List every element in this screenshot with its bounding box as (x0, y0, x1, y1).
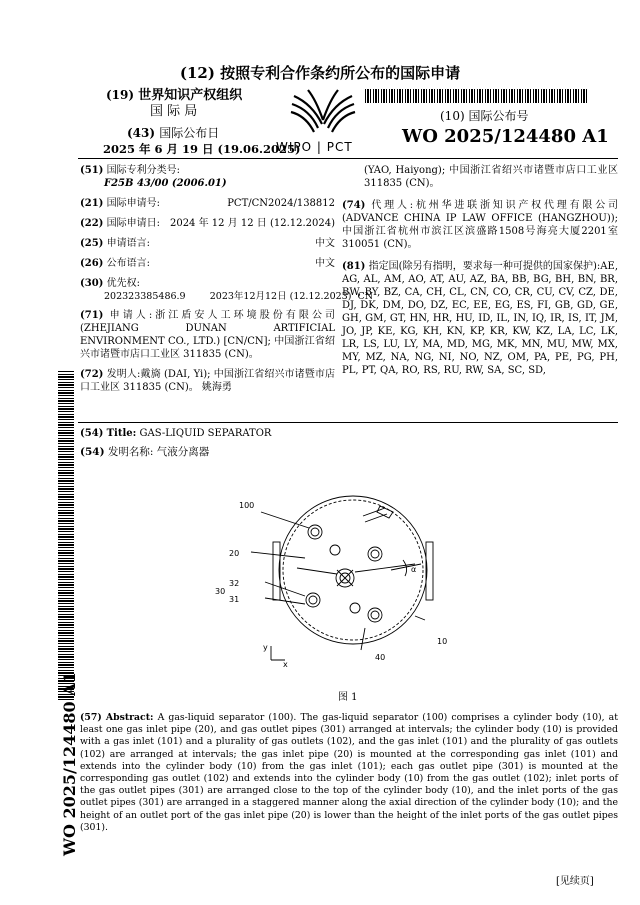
title-en: (54) Title: GAS-LIQUID SEPARATOR (80, 428, 272, 439)
label-20: 20 (229, 549, 240, 558)
label-30: 30 (215, 587, 226, 596)
label-100: 100 (239, 501, 255, 510)
title-zh: (54) 发明名称: 气液分离器 (80, 446, 210, 458)
field-81: (81) 指定国(除另有指明，要求每一种可提供的国家保护):AE, AG, AL, AM, AO, AT, AU, AZ, BA, BB, BG, BH, BN, BR, BW, BY, BZ, CA, CH, CL, CN, CO, CR, CU, CV, CZ, DE, DJ, DK, DM, DO, DZ, EC, EE, EG, ES, FI, GB, GD, GE, GH, GM, GT, HN, HR, HU, ID, IL, IN, IQ, IR, IS, IT, JM, JO, JP, KE, KG, KH, KN, KP, KR, KW, KZ, LA, LC, LK, LR, LS, LU, LY, MA, MD, MG, MK, MN, MU, MW, MX, MY, MZ, NA, NG, NI, NO, NZ, OM, PA, PE, PG, PH, PL, PT, QA, RO, RS, RU, RW, SA, SC, SD, (342, 261, 618, 376)
label-40: 40 (375, 653, 386, 662)
field-51: (51) 国际专利分类号: F25B 43/00 (2006.01) (80, 165, 227, 189)
separator-drawing (215, 490, 465, 670)
header-rule (78, 158, 618, 159)
field-74: (74) 代理人:杭州华进联浙知识产权代理有限公司 (ADVANCE CHINA IP LAW OFFICE (HANGZHOU)); 中国浙江省杭州市滨江区滨盛路1508号海亮大厦2201室 310051 (CN)。 (342, 200, 618, 250)
field-72-cont: (YAO, Haiyong); 中国浙江省绍兴市诸暨市店口工业区 311835 (CN)。 (364, 165, 618, 189)
field-25: (25) 申请语言: 中文 (80, 238, 335, 249)
wipo-pct-text: WIPO | PCT (276, 140, 353, 154)
label-32: 32 (229, 579, 240, 588)
pubno-label: (10) 国际公布号 (440, 109, 529, 123)
field-71: (71) 申请人:浙江盾安人工环境股份有限公司 (ZHEJIANG DUNAN ARTIFICIAL ENVIRONMENT CO., LTD.) [CN/CN]; 中国浙江省绍兴市诸暨市店口工业区 311835 (CN)。 (80, 310, 336, 360)
axis-x-label: x (283, 660, 288, 669)
barcode-side (58, 370, 74, 700)
barcode-top (365, 89, 589, 103)
field-72: (72) 发明人:戴旖 (DAI, Yi); 中国浙江省绍兴市诸暨市店口工业区 311835 (CN)。 姚海勇 (80, 369, 336, 393)
figure-caption: 图 1 (338, 692, 358, 703)
document-title: (12) 按照专利合作条约所公布的国际申请 (179, 64, 461, 82)
abstract: (57) Abstract: A gas-liquid separator (100). The gas-liquid separator (100) comprises a cylinder body (10), at least one gas inlet pipe (20), and gas outlet pipes (301) arranged at intervals; the cylinder body (10) is provided with a gas inlet (101) and a plurality of gas outlets (102), and the gas inlet (101) and the plurality of gas outlets (102) are arranged at intervals; the gas inlet pipe (20) is mounted at the corresponding gas inlet (101) and extends into the cylinder body (10) from the gas inlet (101); each gas outlet pipe (301) is mounted at the corresponding gas outlet (102) and extends into the cylinder body (10) from the gas outlet (102); inlet ports of the gas outlet pipes (301) are arranged close to the top of the cylinder body (10), and the inlet ports of the gas outlet pipes (301) are arranged in a staggered manner along the axial direction of the cylinder body (10); and the height of an outlet port of the gas inlet pipe (20) is lower than the height of the inlet ports of the gas outlet pipes (301). (80, 712, 618, 833)
label-alpha: α (411, 565, 417, 574)
label-31: 31 (229, 595, 240, 604)
pubdate-label: 国际公布日 (159, 126, 220, 140)
pubdate-value: 2025 年 6 月 19 日 (19.06.2025) (103, 142, 301, 156)
axis-y-label: y (263, 643, 268, 652)
pubdate-header (127, 124, 219, 141)
field-22: (22) 国际申请日: 2024 年 12 月 12 日 (12.12.2024) (80, 218, 335, 229)
org-num: (19) (106, 88, 135, 102)
label-10: 10 (437, 637, 448, 646)
org-bureau: 国 际 局 (150, 104, 198, 119)
field-26: (26) 公布语言: 中文 (80, 258, 335, 269)
section-rule (78, 422, 618, 423)
figure-1 (215, 490, 465, 670)
pubdate-num: (43) (127, 126, 156, 140)
continued-note: [见续页] (556, 876, 594, 887)
publication-number: WO 2025/124480 A1 (402, 126, 609, 147)
side-publication-number: WO 2025/124480 A1 (60, 672, 79, 856)
field-21: (21) 国际申请号: PCT/CN2024/138812 (80, 198, 335, 209)
org-name: 世界知识产权组织 (138, 88, 243, 103)
field-30: (30) 优先权: 202323385486.9 2023年12月12日 (12.12.2023) CN (80, 278, 374, 302)
